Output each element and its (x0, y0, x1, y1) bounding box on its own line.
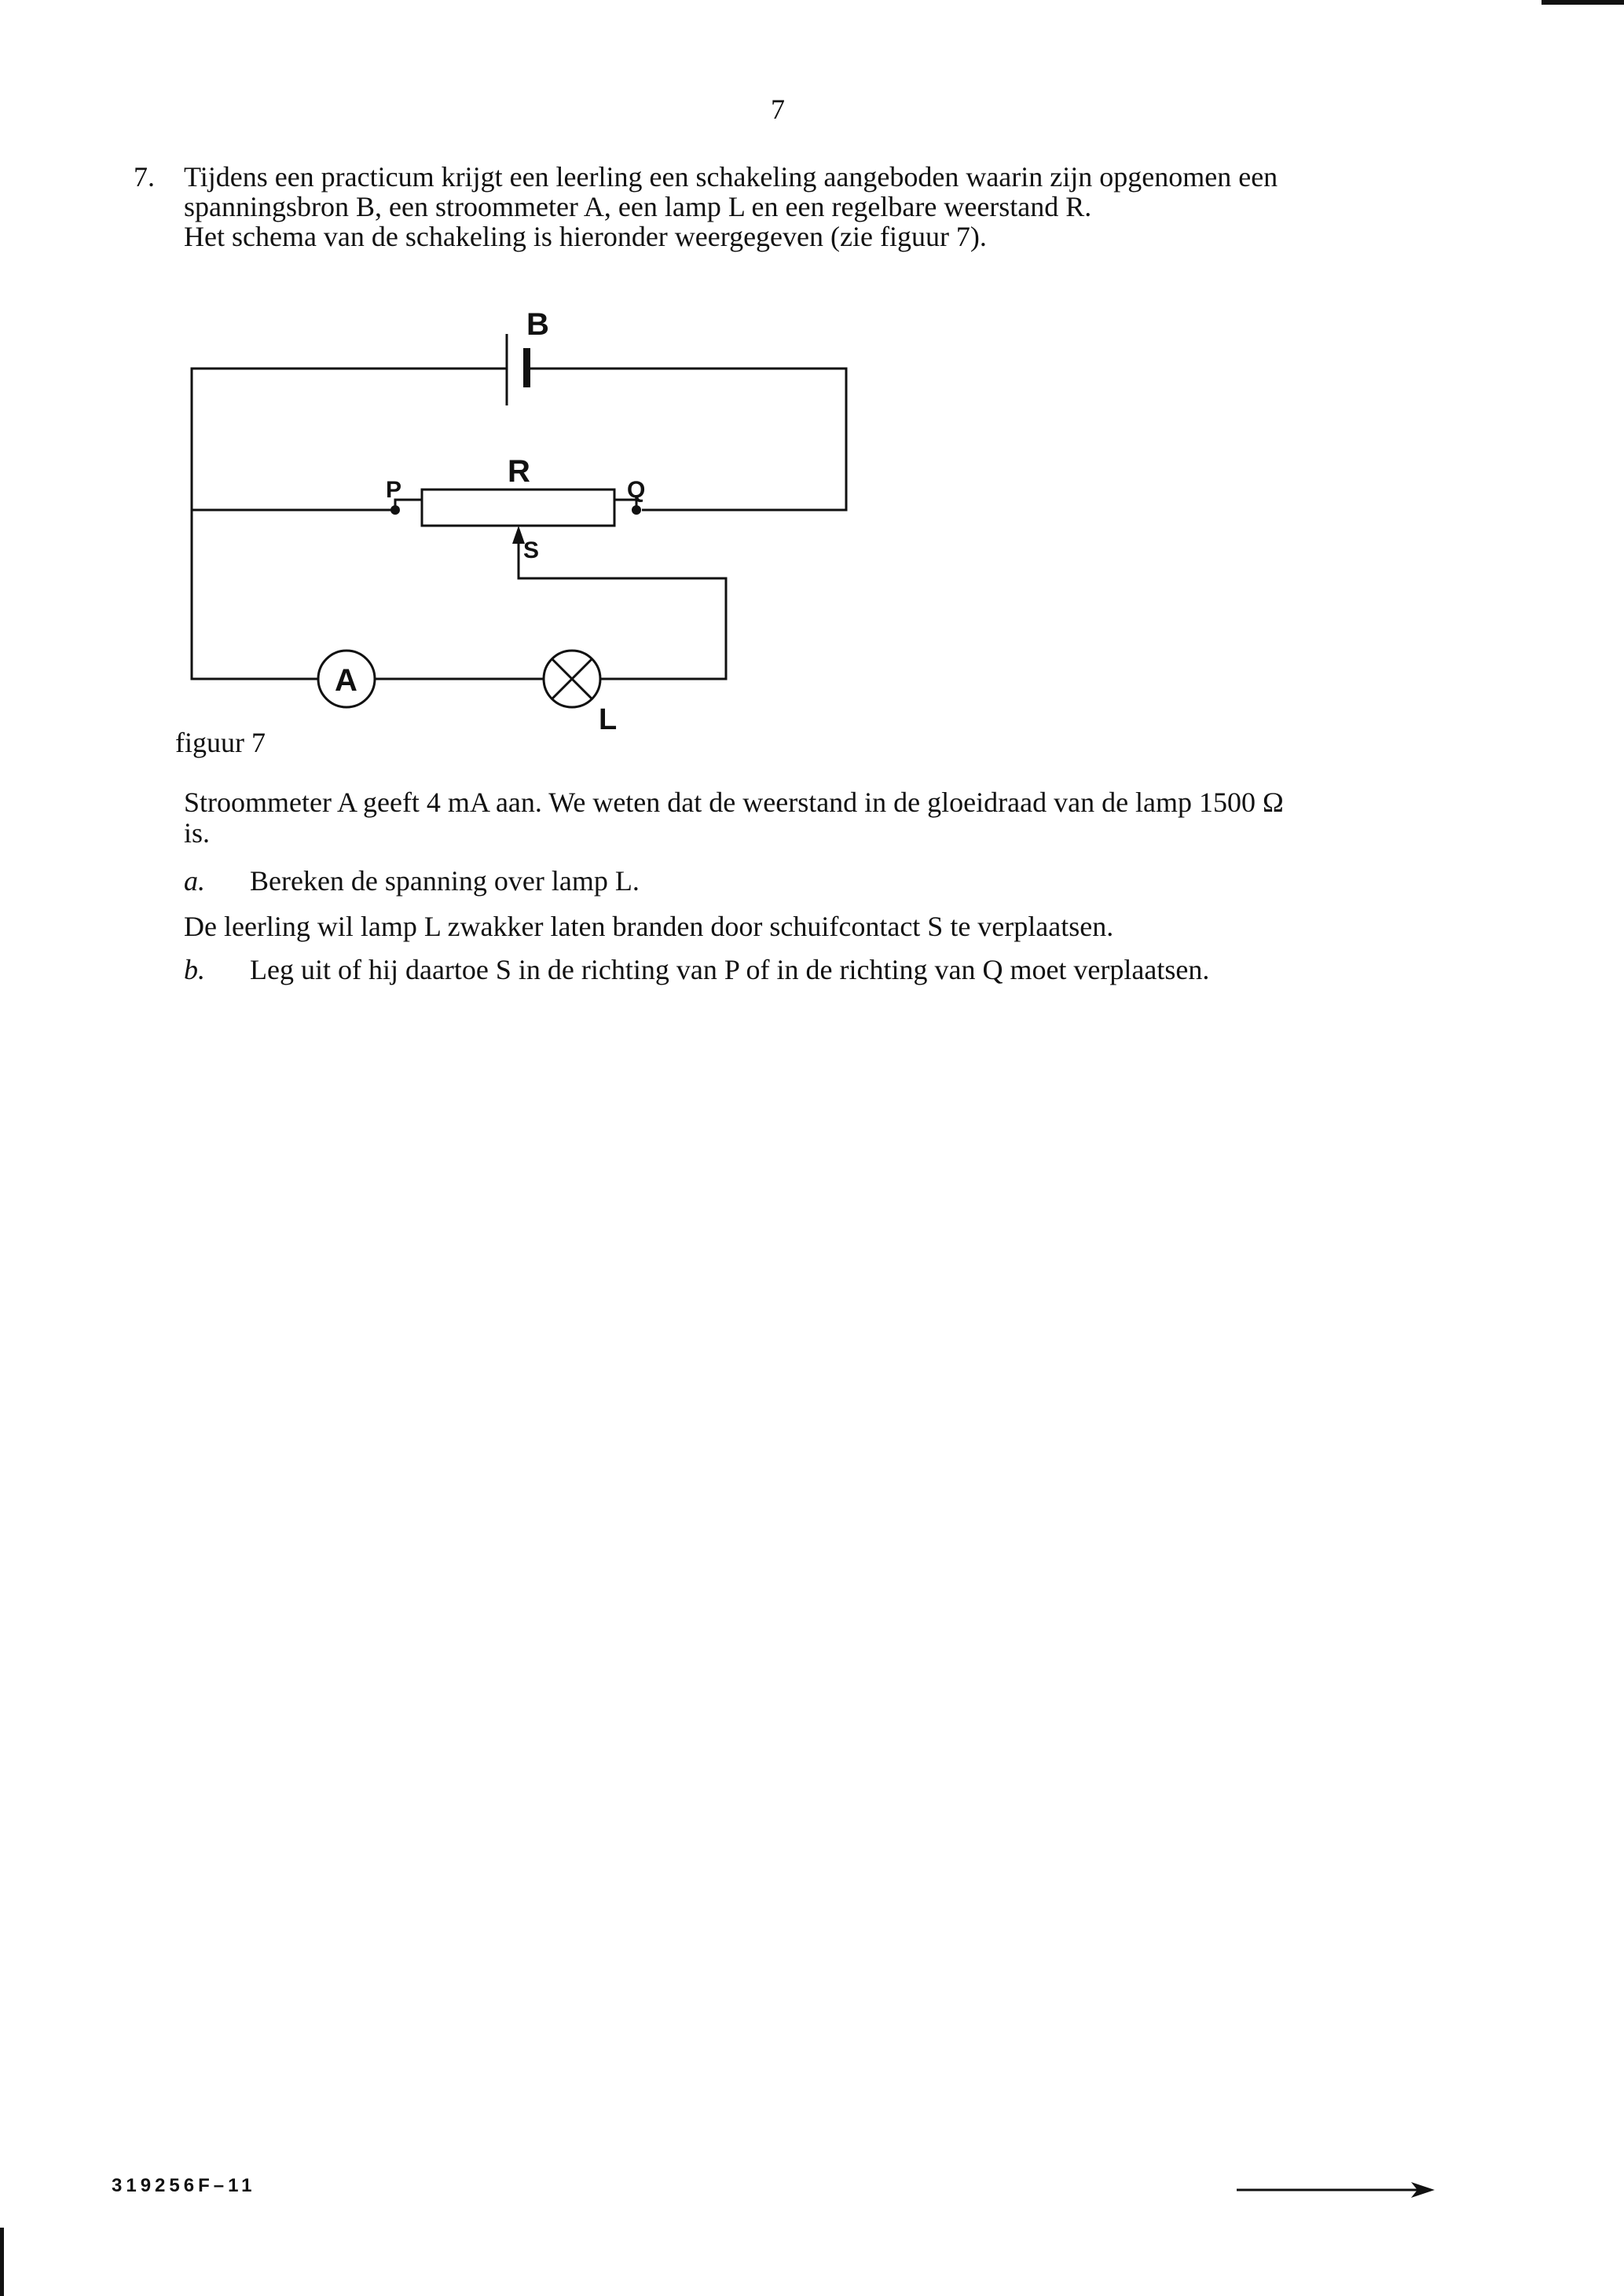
page-number: 7 (771, 94, 785, 125)
wire-slider (519, 537, 726, 679)
intro-line-1: Tijdens een practicum krijgt een leerling een schakeling aangeboden waarin zijn opgenomen een (184, 161, 1278, 193)
label-lamp-l: L (599, 703, 618, 736)
terminal-q-dot (632, 505, 641, 515)
part-b-text: Leg uit of hij daartoe S in de richting van P of in de richting van Q moet verplaatsen. (250, 954, 1210, 985)
scan-edge-mark-top (1542, 0, 1624, 5)
question-intro (184, 162, 1472, 251)
label-ammeter-a: A (335, 663, 357, 698)
part-a-text: Bereken de spanning over lamp L. (250, 865, 640, 897)
resistor-r (422, 490, 614, 526)
label-resistor-r: R (508, 454, 530, 489)
given-info-line-1: Stroommeter A geeft 4 mA aan. We weten dat de weerstand in de gloeidraad van de lamp 1500 Ω (184, 787, 1284, 818)
footer-code: 319256F–11 (112, 2175, 256, 2196)
label-slider-s: S (523, 537, 540, 563)
terminal-p-dot (390, 505, 400, 515)
label-battery-b: B (526, 307, 549, 342)
given-info-line-2: is. (184, 817, 211, 849)
label-end-q: Q (627, 477, 646, 503)
middle-text: De leerling wil lamp L zwakker laten branden door schuifcontact S te verplaatsen. (184, 911, 1114, 942)
part-a-letter: a. (184, 865, 205, 897)
next-page-arrow-icon (1234, 2177, 1438, 2201)
figure-caption: figuur 7 (175, 727, 266, 758)
circuit-diagram (157, 299, 864, 739)
question-number: 7. (134, 161, 155, 193)
wire-bottom-left (192, 510, 318, 679)
battery-short-plate (523, 348, 530, 387)
scan-edge-mark-left (0, 2228, 4, 2296)
intro-line-3: Het schema van de schakeling is hieronder weergegeven (zie figuur 7). (184, 221, 987, 252)
intro-line-2: spanningsbron B, een stroommeter A, een lamp L en een regelbare weerstand R. (184, 191, 1092, 222)
part-b-letter: b. (184, 954, 205, 985)
label-end-p: P (386, 477, 402, 503)
